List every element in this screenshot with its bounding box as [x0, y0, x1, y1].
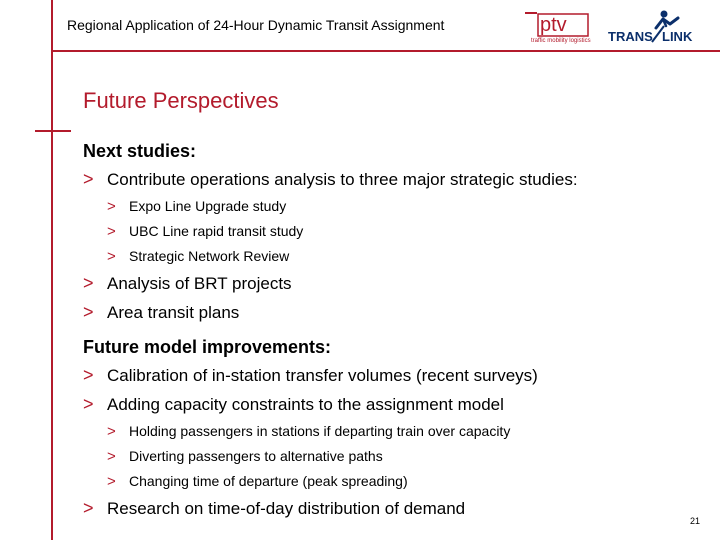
sub-bullet-text: Holding passengers in stations if departing train over capacity: [129, 423, 511, 439]
ptv-tagline: traffic mobility logistics: [531, 38, 591, 44]
bullet-area-transit: [83, 298, 703, 327]
sub-bullet-text: Changing time of departure (peak spreading): [129, 473, 408, 489]
bullet-text: Research on time-of-day distribution of demand: [107, 499, 466, 518]
slide-title: Future Perspectives: [83, 88, 279, 113]
translink-logo: [608, 8, 712, 48]
sub-bullet-text: UBC Line rapid transit study: [129, 223, 304, 239]
bullet-marker: >: [83, 302, 94, 322]
bullet-marker: >: [107, 198, 116, 215]
translink-logo-text-1: TRANS: [608, 29, 653, 44]
bullet-marker: >: [83, 169, 94, 189]
sub-bullet-ubc-line: [83, 219, 703, 244]
page-number: 21: [690, 516, 701, 526]
bullet-calibration: [83, 361, 703, 390]
sub-bullet-strategic-network: [83, 244, 703, 269]
bullet-contribute-operations: [83, 165, 703, 194]
bullet-marker: >: [83, 394, 94, 414]
presentation-title: Regional Application of 24-Hour Dynamic Transit Assignment: [67, 17, 445, 33]
bullet-marker: >: [83, 365, 94, 385]
bullet-brt-projects: [83, 269, 703, 298]
left-rule: [51, 0, 53, 540]
slide-content: [83, 137, 703, 523]
sub-bullet-expo-line: [83, 194, 703, 219]
sub-bullet-text: Expo Line Upgrade study: [129, 198, 287, 214]
bullet-marker: >: [107, 423, 116, 440]
sub-bullet-departure-time: [83, 469, 703, 494]
bullet-text: Analysis of BRT projects: [107, 274, 292, 293]
title-tick-mark: [35, 130, 71, 132]
bullet-capacity-constraints: [83, 390, 703, 419]
bullet-marker: >: [107, 223, 116, 240]
bullet-text: Contribute operations analysis to three major strategic studies:: [107, 170, 578, 189]
sub-bullet-text: Strategic Network Review: [129, 248, 290, 264]
section-heading-next-studies: Next studies:: [83, 141, 197, 161]
header-rule: [51, 50, 720, 52]
sub-bullet-text: Diverting passengers to alternative paths: [129, 448, 383, 464]
bullet-marker: >: [107, 448, 116, 465]
svg-text:ptv: ptv: [540, 14, 567, 36]
bullet-marker: >: [83, 273, 94, 293]
bullet-marker: >: [107, 473, 116, 490]
bullet-marker: >: [83, 498, 94, 518]
bullet-marker: >: [107, 248, 116, 265]
translink-logo-text-2: LINK: [662, 29, 693, 44]
sub-bullet-diverting-passengers: [83, 444, 703, 469]
bullet-text: Area transit plans: [107, 303, 240, 322]
bullet-text: Adding capacity constraints to the assignment model: [107, 395, 504, 414]
bullet-time-of-day: [83, 494, 703, 523]
bullet-text: Calibration of in-station transfer volumes (recent surveys): [107, 366, 538, 385]
section-heading-future-model: Future model improvements:: [83, 337, 332, 357]
sub-bullet-holding-passengers: [83, 419, 703, 444]
